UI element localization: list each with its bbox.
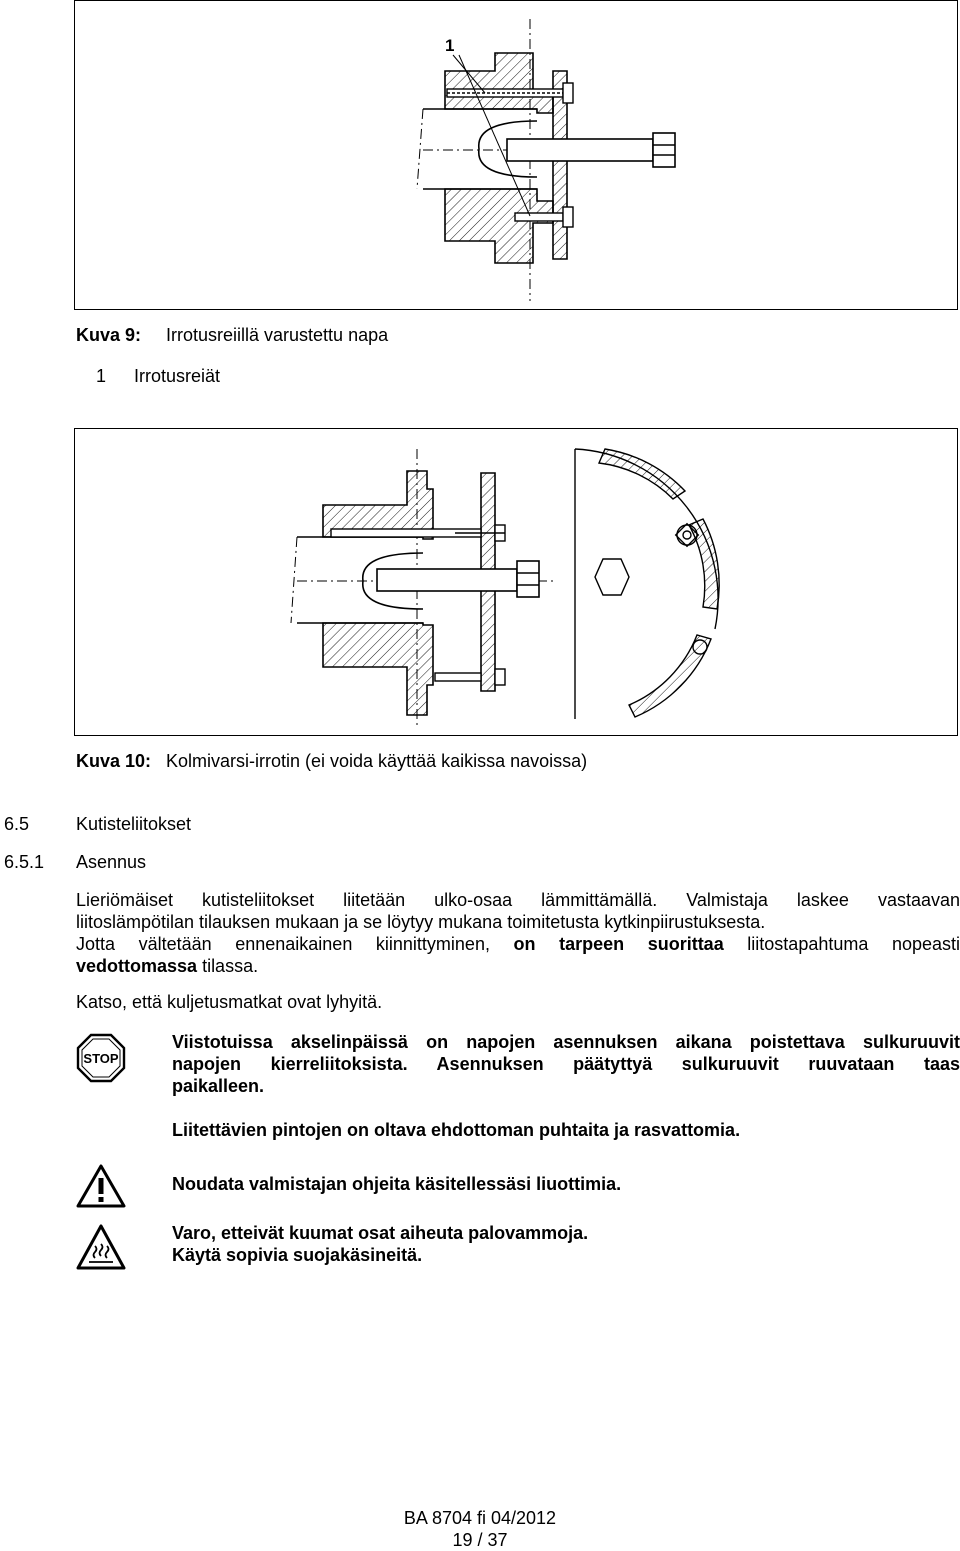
subsection-title: Asennus — [76, 852, 147, 872]
paragraph-1-line-1: Lieriömäiset kutisteliitokset liitetään ulko-osaa lämmittämällä. Valmistaja laskee vastaavan — [76, 890, 960, 910]
figure-10-caption-label: Kuva 10: — [76, 751, 152, 771]
hot-surface-line-2: Käytä sopivia suojakäsineitä. — [172, 1245, 423, 1265]
three-arm-puller-drawing — [75, 429, 959, 737]
section-number: 6.5 — [4, 814, 30, 834]
footer-page-number: 19 / 37 — [452, 1530, 508, 1550]
paragraph-2-tail: liitostapahtuma nopeasti — [747, 934, 960, 954]
stop-notice-line-4: Liitettävien pintojen on oltava ehdottoman puhtaita ja rasvattomia. — [172, 1120, 741, 1140]
hub-drawing-figure-9 — [75, 1, 959, 311]
figure-9-legend-text: Irrotusreiät — [134, 366, 221, 386]
figure-10-frame — [74, 428, 958, 736]
stop-notice-line-3: paikalleen. — [172, 1076, 265, 1096]
figure-9-caption-label: Kuva 9: — [76, 325, 142, 345]
paragraph-2-text: Jotta vältetään ennenaikainen kiinnittyminen, — [76, 934, 490, 954]
figure-10-caption-text: Kolmivarsi-irrotin (ei voida käyttää kaikissa navoissa) — [166, 751, 588, 771]
hot-surface-line-1: Varo, etteivät kuumat osat aiheuta palovammoja. — [172, 1223, 589, 1243]
warning-notice-text: Noudata valmistajan ohjeita käsitellessäsi liuottimia. — [172, 1174, 622, 1194]
footer-doc-id: BA 8704 fi 04/2012 — [403, 1508, 557, 1528]
section-title: Kutisteliitokset — [76, 814, 192, 834]
figure-9-legend-number: 1 — [96, 366, 107, 386]
stop-notice-line-2: napojen kierreliitoksista. Asennuksen päätyttyä sulkuruuvit ruuvataan taas — [172, 1054, 960, 1074]
paragraph-2-emphasis-2: vedottomassa — [76, 956, 198, 976]
paragraph-2-tail-2: tilassa. — [202, 956, 259, 976]
paragraph-2-line-1 — [76, 933, 960, 955]
paragraph-3: Katso, että kuljetusmatkat ovat lyhyitä. — [76, 992, 383, 1012]
stop-sign-icon — [76, 1033, 126, 1083]
figure-9-callout: 1 — [445, 36, 455, 55]
hot-surface-icon — [76, 1224, 126, 1270]
warning-triangle-icon — [76, 1164, 126, 1208]
subsection-number: 6.5.1 — [4, 852, 45, 872]
figure-9-caption-text: Irrotusreiillä varustettu napa — [166, 325, 389, 345]
paragraph-2-emphasis: on tarpeen suorittaa — [513, 934, 724, 954]
figure-9-frame — [74, 0, 958, 310]
stop-sign-label: STOP — [83, 1051, 119, 1066]
paragraph-2-line-2 — [76, 955, 960, 977]
stop-notice-line-1: Viistotuissa akselinpäissä on napojen asennuksen aikana poistettava sulkuruuvit — [172, 1032, 960, 1052]
paragraph-1-line-2: liitoslämpötilan tilauksen mukaan ja se löytyy mukana toimitetusta kytkinpiirustuksesta. — [76, 912, 766, 932]
